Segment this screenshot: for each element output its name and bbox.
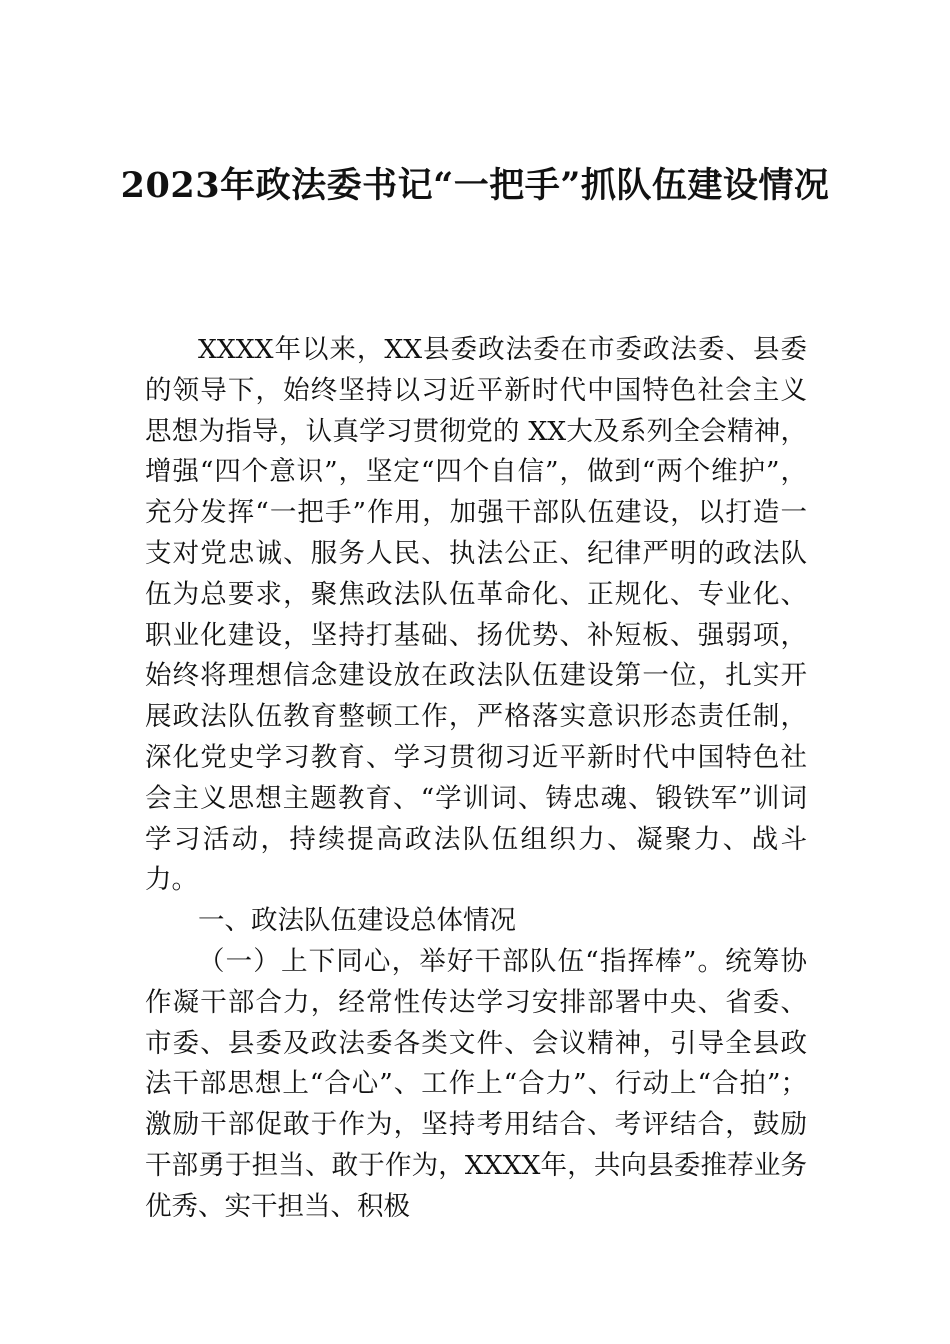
subsection-paragraph: （一）上下同心，举好干部队伍“指挥棒”。统筹协作凝干部合力，经常性传达学习安排部署中央、省委、市委、县委及政法委各类文件、会议精神，引导全县政法干部思想上“合心”、工作上“合力”、行动上“合拍”；激励干部促敢于作为，坚持考用结合、考评结合，鼓励干部勇于担当、敢于作为，XXXX年，共向县委推荐业务优秀、实干担当、积极 (145, 945, 807, 1222)
document-title: 2023年政法委书记“一把手”抓队伍建设情况 (120, 165, 830, 206)
section-heading: 一、政法队伍建设总体情况 (198, 905, 516, 937)
intro-paragraph: XXXX年以来，XX县委政法委在市委政法委、县委的领导下，始终坚持以习近平新时代中国特色社会主义思想为指导，认真学习贯彻党的 XX大及系列全会精神，增强“四个意识”，坚定“四个自信”，做到“两个维护”，充分发挥“一把手”作用，加强干部队伍建设，以打造一支对党忠诚、服务人民、执法公正、纪律严明的政法队伍为总要求，聚焦政法队伍革命化、正规化、专业化、职业化建设，坚持打基础、扬优势、补短板、强弱项，始终将理想信念建设放在政法队伍建设第一位，扎实开展政法队伍教育整顿工作，严格落实意识形态责任制，深化党史学习教育、学习贯彻习近平新时代中国特色社会主义思想主题教育、“学训词、铸忠魂、锻铁军”训词学习活动，持续提高政法队伍组织力、凝聚力、战斗力。 (145, 334, 807, 896)
document-body (145, 330, 807, 1228)
